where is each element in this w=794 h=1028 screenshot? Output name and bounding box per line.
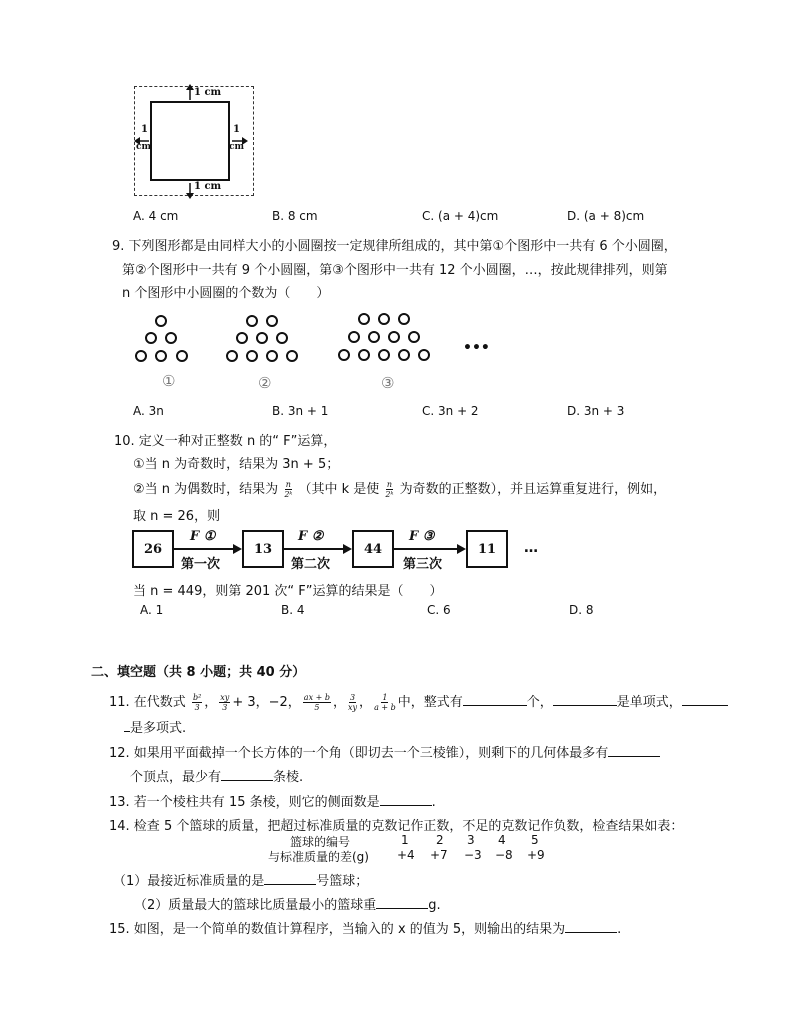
q12-blank-2[interactable] bbox=[221, 768, 273, 781]
q14-sub1 bbox=[113, 870, 368, 889]
q8-bottom-label: 1 cm bbox=[194, 181, 222, 192]
q13-end: . bbox=[431, 795, 436, 810]
q8-choice-a: A. 4 cm bbox=[133, 209, 179, 223]
frac-num: ax + b bbox=[303, 693, 330, 702]
q11-blank-2[interactable] bbox=[553, 693, 617, 706]
q10-fraction-1 bbox=[284, 480, 292, 499]
q14-line1: 14. 检查 5 个篮球的质量，把超过标准质量的克数记作正数，不足的克数记作负数，检查结果如表： bbox=[109, 819, 684, 834]
flow-box-value: 26 bbox=[143, 541, 163, 557]
q11-line2 bbox=[124, 717, 186, 736]
frac-num: 1 bbox=[382, 693, 388, 702]
q12-line1-text: 12. 如果用平面截掉一个长方体的一个角（即切去一个三棱锥），则剩下的几何体最多有 bbox=[109, 746, 609, 761]
q12-line2a: 个顶点，最少有 bbox=[130, 770, 222, 785]
q10-line3-c: 为奇数的正整数），并且运算重复进行，例如， bbox=[399, 482, 667, 497]
q10-choice-b: B. 4 bbox=[281, 603, 305, 617]
circle bbox=[266, 350, 278, 362]
frac-den: 3 bbox=[222, 703, 228, 712]
frac-den: 2ᵏ bbox=[385, 490, 394, 499]
table-cell: 2 bbox=[436, 833, 444, 847]
q14-blank-1[interactable] bbox=[264, 872, 316, 885]
table-cell: +4 bbox=[397, 848, 415, 862]
flow-arrow-2 bbox=[284, 548, 344, 550]
flow-arrow-3 bbox=[394, 548, 458, 550]
flow-box-2 bbox=[242, 530, 284, 568]
frac-num: b² bbox=[192, 693, 202, 702]
circle bbox=[378, 349, 390, 361]
q10-choice-d: D. 8 bbox=[569, 603, 594, 617]
circle bbox=[418, 349, 430, 361]
circle bbox=[398, 349, 410, 361]
q10-line2: ①当 n 为奇数时，结果为 3n + 5； bbox=[133, 457, 340, 472]
q9-line2: 第②个图形中一共有 9 个小圆圈，第③个图形中一共有 12 个小圆圈，…，按此规律排列，则第 bbox=[122, 263, 668, 278]
flow-bottom-label-1: 第一次 bbox=[181, 557, 221, 572]
q11-line1: 11. 在代数式 $\frac{\text{b²}}{3}$ ， $\frac{xy}{3}$ + 3，−2， $\frac{ax + b}{5}$ ， $\frac{3}{xy}$ ， $\frac{1}{a + b}$ 中，整式有 个， 是单项式， bbox=[109, 691, 728, 712]
q11-frac-1 bbox=[192, 693, 202, 712]
flow-box-value: 44 bbox=[363, 541, 383, 557]
q9-line3: n 个图形中小圆圈的个数为（ ） bbox=[122, 286, 330, 301]
q9-fig-label-1: ① bbox=[162, 372, 176, 390]
circle bbox=[338, 349, 350, 361]
q9-line1: 9. 下列图形都是由同样大小的小圆圈按一定规律所组成的，其中第①个图形中一共有 6 个小圆圈， bbox=[112, 239, 677, 254]
table-cell: 1 bbox=[401, 833, 409, 847]
q14-sub1a: （1）最接近标准质量的是 bbox=[113, 874, 265, 889]
q10-line5: 当 n = 449，则第 201 次“ F”运算的结果是（ ） bbox=[133, 584, 443, 599]
circle bbox=[378, 313, 390, 325]
q15-blank[interactable] bbox=[565, 920, 617, 933]
q10-line3 bbox=[133, 478, 666, 499]
circle bbox=[155, 350, 167, 362]
q8-top-label: 1 cm bbox=[194, 87, 222, 98]
table-header-2: 与标准质量的差(g) bbox=[268, 850, 369, 864]
flow-arrow-head-2 bbox=[343, 544, 352, 554]
circle bbox=[246, 350, 258, 362]
circle bbox=[266, 315, 278, 327]
circle bbox=[368, 331, 380, 343]
flow-top-label-3 bbox=[409, 529, 434, 544]
q10-line1: 10. 定义一种对正整数 n 的“ F”运算， bbox=[114, 434, 337, 449]
frac-den: xy bbox=[348, 703, 358, 712]
q14-sub2 bbox=[134, 894, 441, 913]
q14-sub2a: （2）质量最大的篮球比质量最小的篮球重 bbox=[134, 898, 377, 913]
circle bbox=[388, 331, 400, 343]
q11-blank-3[interactable] bbox=[682, 693, 728, 706]
q9-fig-label-2: ② bbox=[258, 374, 272, 392]
circle bbox=[408, 331, 420, 343]
circle bbox=[155, 315, 167, 327]
q10-line3-b: （其中 k 是使 bbox=[298, 482, 380, 497]
q11-line2-text: 是多项式. bbox=[130, 721, 187, 736]
q11-prefix: 11. 在代数式 bbox=[109, 695, 186, 710]
q15-end: . bbox=[617, 922, 622, 937]
q9-choice-d: D. 3n + 3 bbox=[567, 404, 625, 418]
q8-choice-d: D. (a + 8)cm bbox=[567, 209, 645, 223]
flow-top-text: F ③ bbox=[409, 529, 435, 544]
table-cell: 4 bbox=[498, 833, 506, 847]
q11-mid: + 3，−2， bbox=[232, 695, 301, 710]
q14-sub2b: g. bbox=[428, 898, 441, 913]
q8-choice-b: B. 8 cm bbox=[272, 209, 318, 223]
q15-text: 15. 如图，是一个简单的数值计算程序，当输入的 x 的值为 5，则输出的结果为 bbox=[109, 922, 566, 937]
q12-line1 bbox=[109, 742, 660, 761]
circle bbox=[246, 315, 258, 327]
q8-right-label-2: cm bbox=[229, 142, 245, 152]
q13-line bbox=[109, 791, 436, 810]
flow-ellipsis: … bbox=[524, 540, 538, 556]
circle bbox=[358, 349, 370, 361]
q9-choice-c: C. 3n + 2 bbox=[422, 404, 479, 418]
q11-frac-3 bbox=[303, 693, 331, 712]
flow-box-value: 11 bbox=[477, 541, 497, 557]
circle bbox=[348, 331, 360, 343]
frac-num: n bbox=[386, 480, 392, 489]
frac-den: 5 bbox=[314, 703, 320, 712]
circle bbox=[358, 313, 370, 325]
q9-ellipsis: ••• bbox=[463, 340, 490, 356]
circle bbox=[226, 350, 238, 362]
q8-right-label-1: 1 bbox=[233, 124, 240, 135]
frac-num: n bbox=[285, 480, 291, 489]
q9-choice-b: B. 3n + 1 bbox=[272, 404, 329, 418]
q13-text: 13. 若一个棱柱共有 15 条棱，则它的侧面数是 bbox=[109, 795, 380, 810]
flow-arrow-head-1 bbox=[233, 544, 242, 554]
flow-top-label-2 bbox=[298, 529, 323, 544]
frac-den: 2ᵏ bbox=[284, 490, 293, 499]
circle bbox=[276, 332, 288, 344]
q10-fraction-2 bbox=[385, 480, 393, 499]
q12-line2b: 条棱. bbox=[273, 770, 304, 785]
table-cell: 5 bbox=[531, 833, 539, 847]
flow-bottom-label-2: 第二次 bbox=[291, 557, 331, 572]
q11-frac-2 bbox=[219, 693, 230, 712]
q14-blank-2[interactable] bbox=[376, 896, 428, 909]
q9-fig-label-3: ③ bbox=[381, 374, 395, 392]
q11-text1: 中，整式有 bbox=[397, 695, 463, 710]
flow-box-1 bbox=[132, 530, 174, 568]
flow-box-3 bbox=[352, 530, 394, 568]
circle bbox=[256, 332, 268, 344]
circle bbox=[176, 350, 188, 362]
circle bbox=[165, 332, 177, 344]
q11-frac-5 bbox=[374, 693, 396, 712]
circle bbox=[135, 350, 147, 362]
q8-left-label-2: cm bbox=[136, 142, 152, 152]
q14-sub1b: 号篮球； bbox=[316, 874, 369, 889]
q11-frac-4 bbox=[348, 693, 357, 712]
table-cell: 3 bbox=[467, 833, 475, 847]
q8-choice-c: C. (a + 4)cm bbox=[422, 209, 499, 223]
flow-bottom-label-3: 第三次 bbox=[403, 557, 443, 572]
table-cell: +7 bbox=[430, 848, 448, 862]
q11-text3: 是单项式， bbox=[616, 695, 682, 710]
flow-top-text: F ① bbox=[190, 529, 216, 544]
table-cell: −8 bbox=[495, 848, 513, 862]
q8-left-label-1: 1 bbox=[141, 124, 148, 135]
table-header-1: 篮球的编号 bbox=[290, 835, 351, 849]
q10-choice-c: C. 6 bbox=[427, 603, 451, 617]
flow-box-value: 13 bbox=[253, 541, 273, 557]
section-title: 二、填空题（共 8 小题；共 40 分） bbox=[91, 665, 306, 680]
table-cell: −3 bbox=[464, 848, 482, 862]
flow-top-text: F ② bbox=[298, 529, 324, 544]
q10-choice-a: A. 1 bbox=[140, 603, 164, 617]
q13-blank[interactable] bbox=[380, 793, 432, 806]
frac-num: xy bbox=[220, 693, 230, 702]
flow-arrow-head-3 bbox=[457, 544, 466, 554]
table-cell: +9 bbox=[527, 848, 545, 862]
flow-arrow-1 bbox=[174, 548, 234, 550]
circle bbox=[236, 332, 248, 344]
frac-den: 3 bbox=[194, 703, 200, 712]
q15-line bbox=[109, 918, 621, 937]
frac-num: 3 bbox=[349, 693, 356, 702]
q11-blank-1[interactable] bbox=[463, 693, 527, 706]
circle bbox=[286, 350, 298, 362]
frac-den: a + b bbox=[374, 703, 396, 712]
q12-blank-1[interactable] bbox=[608, 744, 660, 757]
q9-choice-a: A. 3n bbox=[133, 404, 164, 418]
q10-line4: 取 n = 26，则 bbox=[133, 509, 221, 524]
q12-line2 bbox=[130, 766, 303, 785]
circle bbox=[145, 332, 157, 344]
q11-text2: 个， bbox=[526, 695, 553, 710]
flow-box-4 bbox=[466, 530, 508, 568]
q10-line3-a: ②当 n 为偶数时，结果为 bbox=[133, 482, 279, 497]
circle bbox=[398, 313, 410, 325]
flow-top-label-1 bbox=[190, 529, 215, 544]
